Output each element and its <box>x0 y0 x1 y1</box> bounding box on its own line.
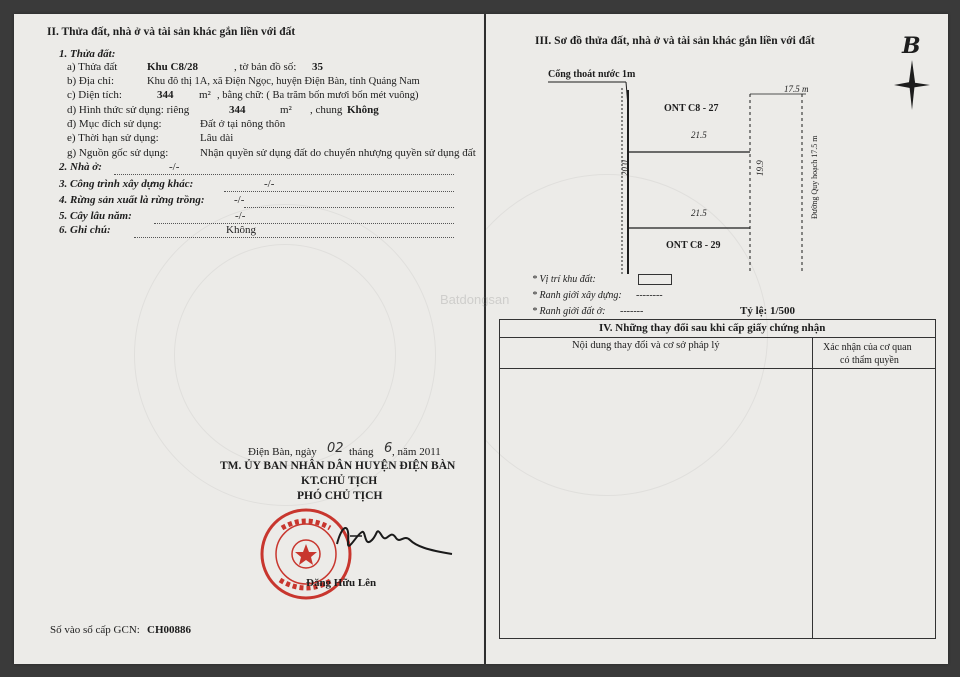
item-4-label: 4. Rừng sản xuất là rừng trồng: <box>59 194 205 206</box>
item-1a-value: Khu C8/28 <box>147 61 199 73</box>
item-6-value: Không <box>226 224 256 236</box>
scale-label: Tỷ lệ: 1/500 <box>740 305 795 317</box>
north-label: B <box>902 33 921 59</box>
signature <box>332 514 462 564</box>
item-1a-sep: , tờ bản đồ số: <box>234 61 297 73</box>
neighbor-parcel-top: ONT C8 - 27 <box>664 103 719 114</box>
watermark-text: Batdongsan <box>440 292 510 307</box>
item-2-label: 2. Nhà ở: <box>59 161 102 173</box>
address-value: Khu đô thị 1A, xã Điện Ngọc, huyện Điện Bàn, tỉnh Quảng Nam <box>147 76 420 87</box>
legend-position: * Vị trí khu đất: <box>532 274 596 285</box>
item-1dd-label: đ) Mục đích sử dụng: <box>67 118 162 130</box>
item-5-label: 5. Cây lâu năm: <box>59 210 132 222</box>
section-ii-title: II. Thửa đất, nhà ở và tài sản khác gắn liền với đất <box>47 26 296 38</box>
north-arrow-icon <box>894 60 930 110</box>
shared-value: Không <box>347 104 379 116</box>
left-edge-length: 20.0 <box>620 160 630 176</box>
vice-chairman-title: PHÓ CHỦ TỊCH <box>297 490 383 502</box>
item-2-value: -/- <box>169 161 180 173</box>
issuing-organization: TM. ỦY BAN NHÂN DÂN HUYỆN ĐIỆN BÀN <box>220 460 456 472</box>
area-in-words: , bằng chữ: ( Ba trăm bốn mươi bốn mét vuông) <box>217 90 419 101</box>
road-label: Đường Quy hoạch 17.5 m <box>810 135 819 219</box>
legend-build-line: * Ranh giới xây dựng: <box>532 290 622 301</box>
signer-name: Đặng Hữu Lên <box>306 577 377 589</box>
top-edge-length: 21.5 <box>691 130 707 140</box>
map-sheet-number: 35 <box>312 61 323 73</box>
land-use-term: Lâu dài <box>200 132 234 144</box>
legend-land-line-symbol: ------- <box>620 306 644 317</box>
changes-col2-header-line2: có thẩm quyền <box>840 355 899 366</box>
area-unit: m² <box>199 89 211 101</box>
land-origin: Nhận quyền sử dụng đất do chuyển nhượng quyền sử dụng đất <box>200 147 476 159</box>
item-5-dots <box>154 223 454 224</box>
item-4-dots <box>244 207 454 208</box>
item-2-dots <box>114 174 454 175</box>
legend-position-swatch <box>638 274 672 285</box>
signing-year: , năm 2011 <box>392 446 441 458</box>
item-1a-label: a) Thửa đất <box>67 61 118 73</box>
item-3-label: 3. Công trình xây dựng khác: <box>59 178 194 190</box>
signing-day: 02 <box>327 441 344 456</box>
road-width-label: 17.5 m <box>784 84 809 94</box>
legend-build-line-symbol: -------- <box>636 290 663 301</box>
area-value: 344 <box>157 89 174 101</box>
section-iii-title: III. Sơ đồ thửa đất, nhà ở và tài sản khác gắn liền với đất <box>535 35 815 47</box>
signing-month-label: tháng <box>349 446 374 458</box>
item-1c-label: c) Diện tích: <box>67 89 122 101</box>
land-use-purpose: Đất ở tại nông thôn <box>200 118 286 130</box>
acting-chairman: KT.CHỦ TỊCH <box>301 475 378 487</box>
private-area-value: 344 <box>229 104 246 116</box>
changes-col2-body <box>812 368 936 639</box>
item-5-value: -/- <box>235 210 246 222</box>
item-6-label: 6. Ghi chú: <box>59 224 111 236</box>
legend-land-line: * Ranh giới đất ở: <box>532 306 606 317</box>
item-1g-label: g) Nguồn gốc sử dụng: <box>67 147 169 159</box>
right-edge-length: 19.9 <box>755 160 765 176</box>
private-area-unit: m² <box>280 104 292 116</box>
changes-title: IV. Những thay đổi sau khi cấp giấy chứng nhận <box>599 322 826 334</box>
changes-col1-body <box>499 368 813 639</box>
signing-place: Điện Bàn, ngày <box>248 446 317 458</box>
item-3-value: -/- <box>264 178 275 190</box>
shared-label: , chung <box>310 104 343 116</box>
item-4-value: -/- <box>234 194 245 206</box>
signing-month: 6 <box>384 441 393 456</box>
item-6-dots <box>134 237 454 238</box>
bottom-edge-length: 21.5 <box>691 208 707 218</box>
right-page <box>486 14 948 664</box>
registry-number: CH00886 <box>147 624 191 636</box>
item-1e-label: e) Thời hạn sử dụng: <box>67 132 159 144</box>
drain-label: Cống thoát nước 1m <box>548 69 636 80</box>
item-1-heading: 1. Thửa đất: <box>59 48 116 60</box>
changes-col2-header-line1: Xác nhận của cơ quan <box>823 342 912 353</box>
registry-label: Số vào sổ cấp GCN: <box>50 624 140 636</box>
parcel-diagram <box>536 74 856 274</box>
changes-col1-header: Nội dung thay đổi và cơ sở pháp lý <box>572 340 720 351</box>
drum-watermark-inner <box>174 244 396 466</box>
item-1d-label: d) Hình thức sử dụng: riêng <box>67 104 190 116</box>
item-3-dots <box>224 191 454 192</box>
item-1b-label: b) Địa chỉ: <box>67 75 115 87</box>
left-page <box>14 14 484 664</box>
neighbor-parcel-bottom: ONT C8 - 29 <box>666 240 721 251</box>
